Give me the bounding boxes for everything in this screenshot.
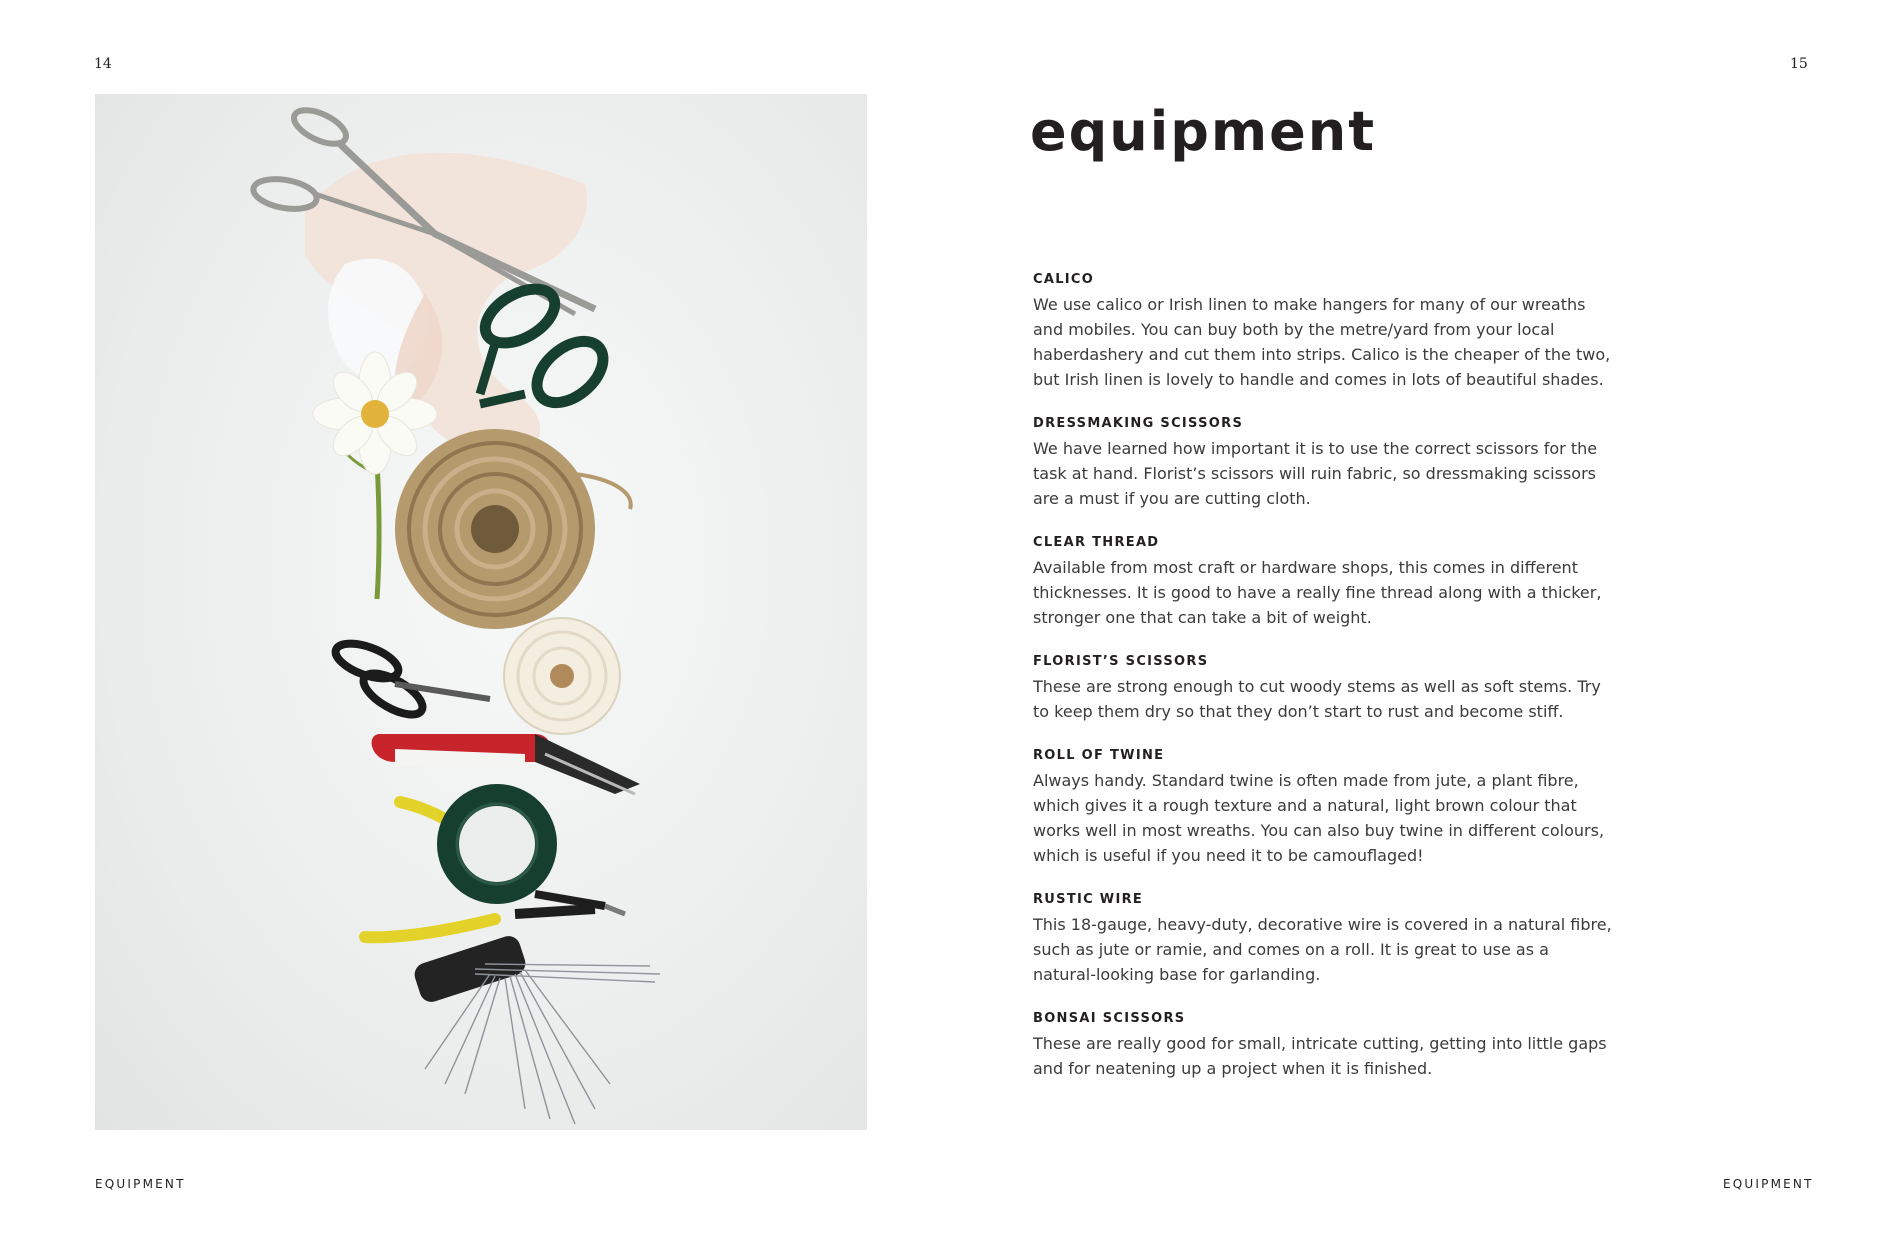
entry-body: This 18-gauge, heavy-duty, decorative wire is covered in a natural fibre, such as jute or ramie, and comes on a roll. It is great to use as a natural-looking base for garlanding. bbox=[1033, 915, 1612, 984]
right-page-number: 15 bbox=[1790, 56, 1808, 72]
entry-heading: DRESSMAKING SCISSORS bbox=[1033, 416, 1244, 431]
list-item bbox=[1033, 270, 1613, 392]
rustic-wire bbox=[412, 933, 660, 1124]
entry-body: These are strong enough to cut woody stems as well as soft stems. Try to keep them dry so that they don’t start to rust and become stiff. bbox=[1033, 677, 1601, 721]
right-running-foot: EQUIPMENT bbox=[1723, 1177, 1814, 1191]
list-item bbox=[1033, 746, 1613, 868]
equipment-illustration bbox=[95, 94, 867, 1130]
entry-body: Available from most craft or hardware shops, this comes in different thicknesses. It is good to have a really fine thread along with a thicker, stronger one that can take a bit of weight. bbox=[1033, 558, 1602, 627]
twine-roll bbox=[395, 429, 631, 629]
entry-heading: ROLL OF TWINE bbox=[1033, 748, 1165, 763]
page-title: equipment bbox=[1030, 100, 1377, 163]
entry-body: We have learned how important it is to use the correct scissors for the task at hand. Florist’s scissors will ruin fabric, so dressmaking scissors are a must if you are cutting cloth. bbox=[1033, 439, 1598, 508]
wire-cutters bbox=[515, 894, 625, 914]
entry-heading: BONSAI SCISSORS bbox=[1033, 1011, 1186, 1026]
list-item bbox=[1033, 414, 1613, 511]
equipment-list bbox=[1033, 270, 1613, 1103]
equipment-photo bbox=[95, 94, 867, 1130]
entry-heading: CALICO bbox=[1033, 272, 1095, 287]
entry-body: Always handy. Standard twine is often made from jute, a plant fibre, which gives it a rough texture and a natural, light brown colour that works well in most wreaths. You can also buy twine in different colours, which is useful if you need it to be camouflaged! bbox=[1033, 771, 1605, 865]
stem-tape-roll bbox=[437, 784, 557, 904]
entry-heading: FLORIST’S SCISSORS bbox=[1033, 654, 1209, 669]
list-item bbox=[1033, 890, 1613, 987]
list-item bbox=[1033, 652, 1613, 724]
list-item bbox=[1033, 533, 1613, 630]
left-page-number: 14 bbox=[94, 56, 112, 72]
entry-heading: CLEAR THREAD bbox=[1033, 535, 1160, 550]
thread-spool bbox=[504, 618, 620, 734]
list-item bbox=[1033, 1009, 1613, 1081]
entry-body: We use calico or Irish linen to make hangers for many of our wreaths and mobiles. You can buy both by the metre/yard from your local haberdashery and cut them into strips. Calico is the cheaper of the two, but Irish linen is lovely to handle and comes in lots of beautiful shades. bbox=[1033, 295, 1611, 389]
entry-heading: RUSTIC WIRE bbox=[1033, 892, 1144, 907]
left-running-foot: EQUIPMENT bbox=[95, 1177, 186, 1191]
bonsai-scissors bbox=[331, 637, 490, 723]
entry-body: These are really good for small, intricate cutting, getting into little gaps and for neatening up a project when it is finished. bbox=[1033, 1034, 1607, 1078]
